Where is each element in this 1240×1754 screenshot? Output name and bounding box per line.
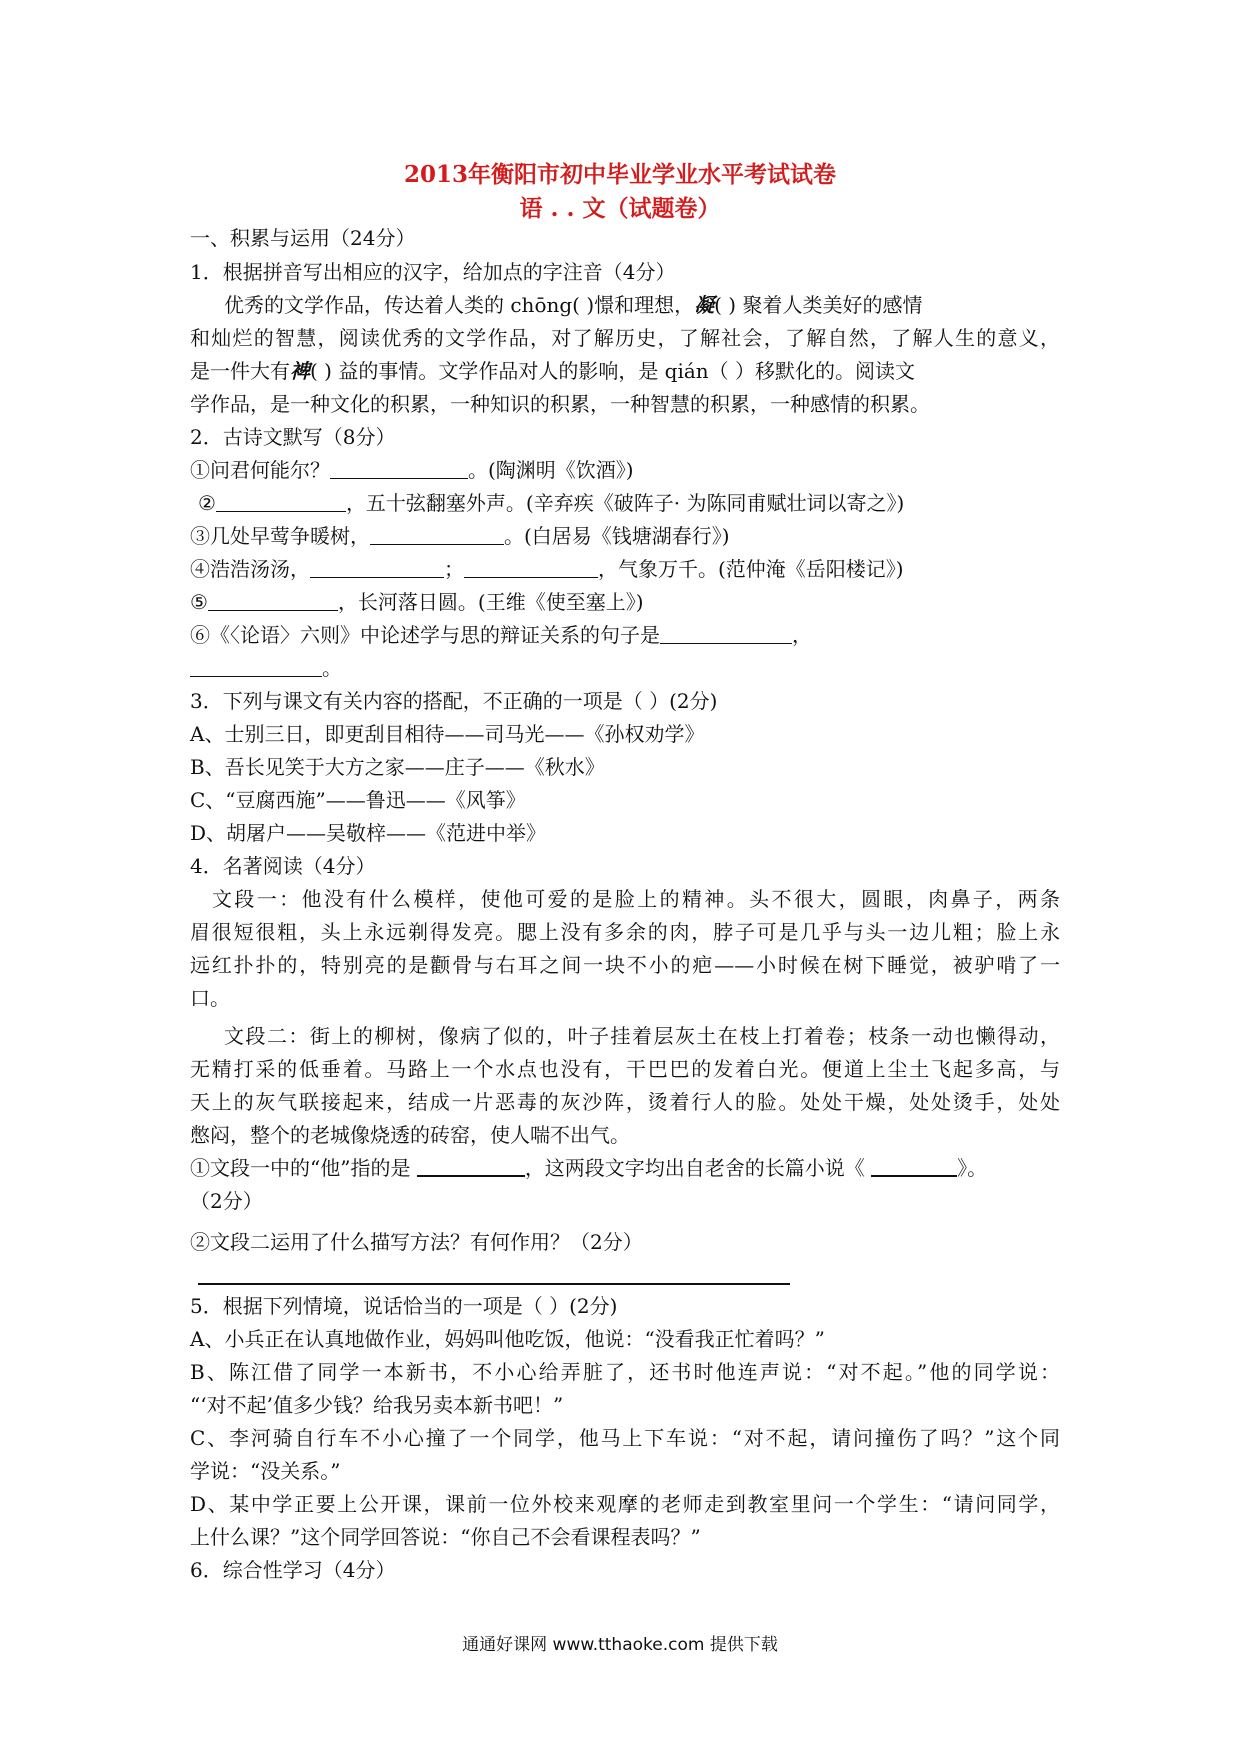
q3-option-c[interactable]: C、“豆腐西施”——鲁迅——《风筝》	[190, 788, 526, 812]
q1-line1-a: 优秀的文学作品，传达着人类的 chōng( )憬和理想，	[224, 293, 695, 317]
q2-item6	[190, 623, 812, 647]
q4-passage2-line3: 天上的灰气联接起来，结成一片恶毒的灰沙阵，烫着行人的脸。处处干燥，处处烫手，处处	[190, 1090, 1060, 1114]
q2-item3	[190, 524, 730, 548]
q2-item5	[190, 590, 644, 614]
answer-blank[interactable]	[417, 1157, 525, 1177]
q2-prompt: 2．古诗文默写（8分）	[190, 425, 396, 449]
exam-title: 2013年衡阳市初中毕业学业水平考试试卷	[403, 161, 836, 188]
page-footer: 通通好课网 www.tthaoke.com 提供下载	[462, 1635, 778, 1655]
q2-item4-text: ④浩浩汤汤，	[190, 557, 310, 581]
answer-blank[interactable]	[208, 592, 338, 611]
exam-subtitle: 语 . . 文（试题卷）	[519, 195, 721, 222]
q6-prompt: 6．综合性学习（4分）	[190, 1558, 396, 1582]
answer-blank[interactable]	[216, 493, 346, 512]
q2-item3-source: 。(白居易《钱塘湖春行》)	[504, 524, 730, 548]
q2-item5-num: ⑤	[190, 590, 208, 614]
q4-sub1	[190, 1156, 987, 1180]
q2-item1-source: 。(陶渊明《饮酒》)	[468, 458, 634, 482]
q2-item6-text: ⑥《〈论语〉六则》中论述学与思的辩证关系的句子是	[190, 623, 660, 647]
q1-mark-ning: 凝	[694, 293, 715, 317]
answer-blank[interactable]	[871, 1157, 957, 1177]
q4-passage2-line4: 憋闷，整个的老城像烧透的砖窑，使人喘不出气。	[190, 1123, 630, 1147]
q1-mark-bi: 裨	[290, 359, 310, 383]
q1-line4: 学作品，是一种文化的积累，一种知识的积累，一种智慧的积累，一种感情的积累。	[190, 392, 930, 416]
q1-prompt: 1．根据拼音写出相应的汉字，给加点的字注音（4分）	[190, 260, 676, 284]
q1-line3	[190, 359, 915, 383]
q4-passage1-line3: 远红扑扑的，特别亮的是颧骨与右耳之间一块不小的疤——小时候在树下睡觉，被驴啃了一	[190, 953, 1060, 977]
q5-option-d-line2: 上什么课？”这个同学回答说：“你自己不会看课程表吗？”	[190, 1525, 701, 1549]
q4-prompt: 4．名著阅读（4分）	[190, 854, 376, 878]
q4-passage2-line2: 无精打采的低垂着。马路上一个水点也没有，干巴巴的发着白光。便道上尘土飞起多高，与	[190, 1057, 1060, 1081]
q4-passage1-line4: 口。	[190, 986, 230, 1010]
q4-passage1-line2: 眉很短很粗，头上永远剃得发亮。腮上没有多余的肉，脖子可是几乎与头一边儿粗；脸上永	[190, 920, 1060, 944]
q2-item1	[190, 458, 634, 482]
q2-item5-text: ，长河落日圆。(王维《使至塞上》)	[337, 590, 644, 614]
q2-item4-sep: ；	[444, 557, 464, 581]
q3-option-d[interactable]: D、胡屠户——吴敬梓——《范进中举》	[190, 821, 547, 845]
q5-option-c-line1[interactable]: C、李河骑自行车不小心撞了一个同学，他马上下车说：“对不起，请问撞伤了吗？”这个同	[190, 1426, 1060, 1450]
q4-passage2-line1: 文段二：街上的柳树，像病了似的，叶子挂着层灰土在枝上打着卷；枝条一动也懒得动，	[224, 1024, 1060, 1048]
q4-sub1-text2: ，这两段文字均出自老舍的长篇小说《	[524, 1156, 865, 1180]
q5-option-d-line1[interactable]: D、某中学正要上公开课，课前一位外校来观摩的老师走到教室里问一个学生：“请问同学，	[190, 1492, 1060, 1516]
q4-passage1-line1: 文段一：他没有什么模样，使他可爱的是脸上的精神。头不很大，圆眼，肉鼻子，两条	[212, 887, 1060, 911]
q5-option-a[interactable]: A、小兵正在认真地做作业，妈妈叫他吃饭，他说：“没看我正忙着吗？”	[190, 1327, 825, 1351]
answer-blank[interactable]	[310, 559, 444, 578]
answer-blank[interactable]	[464, 559, 598, 578]
answer-blank[interactable]	[370, 526, 504, 545]
q3-prompt: 3．下列与课文有关内容的搭配，不正确的一项是（ ）(2分)	[190, 689, 718, 713]
q5-option-b-line2: “‘对不起’值多少钱？给我另卖本新书吧！”	[190, 1393, 564, 1417]
q4-sub2: ②文段二运用了什么描写方法？有何作用？（2分）	[190, 1230, 643, 1254]
q3-option-b[interactable]: B、吾长见笑于大方之家——庄子——《秋水》	[190, 755, 605, 779]
subtitle-part1: 语	[519, 195, 543, 222]
q1-line2: 和灿烂的智慧，阅读优秀的文学作品，对了解历史，了解社会，了解自然，了解人生的意义，	[190, 326, 1060, 350]
q2-item6-cont	[190, 656, 342, 680]
q5-option-b-line1[interactable]: B、陈江借了同学一本新书，不小心给弄脏了，还书时他连声说：“对不起。”他的同学说：	[190, 1360, 1060, 1384]
subtitle-part2: 文（试题卷）	[582, 195, 721, 222]
q2-item1-text: ①问君何能尔？	[190, 458, 330, 482]
section-heading: 一、积累与运用（24分）	[190, 226, 416, 250]
q4-sub1-end: 》。	[957, 1156, 988, 1180]
q2-item2-num: ②	[198, 491, 216, 515]
q2-item4	[190, 557, 904, 581]
q2-item6-sep: ，	[792, 623, 812, 647]
q4-sub1-text: ①文段一中的“他”指的是	[190, 1156, 411, 1180]
q1-line1	[224, 293, 922, 317]
q3-option-a[interactable]: A、士别三日，即更刮目相待——司马光——《孙权劝学》	[190, 722, 705, 746]
q2-item2	[198, 491, 904, 515]
q2-item3-text: ③几处早莺争暖树，	[190, 524, 370, 548]
q2-item2-text: ，五十弦翻塞外声。(辛弃疾《破阵子· 为陈同甫赋壮词以寄之》)	[345, 491, 905, 515]
q2-item6-end: 。	[322, 656, 342, 680]
q1-line3-b: ( ) 益的事情。文学作品对人的影响，是 qián（ ）移默化的。阅读文	[310, 359, 916, 383]
q5-option-c-line2: 学说：“没关系。”	[190, 1459, 341, 1483]
q2-item4-source: ，气象万千。(范仲淹《岳阳楼记》)	[598, 557, 904, 581]
q4-sub1-score: （2分）	[190, 1189, 263, 1213]
q5-prompt: 5．根据下列情境，说话恰当的一项是（ ）(2分)	[190, 1294, 618, 1318]
answer-blank[interactable]	[330, 460, 468, 479]
answer-line[interactable]	[198, 1283, 790, 1285]
answer-blank[interactable]	[190, 658, 322, 677]
q1-line3-a: 是一件大有	[190, 359, 290, 383]
answer-blank[interactable]	[660, 625, 792, 644]
q1-line1-b: ( ) 聚着人类美好的感情	[714, 293, 923, 317]
